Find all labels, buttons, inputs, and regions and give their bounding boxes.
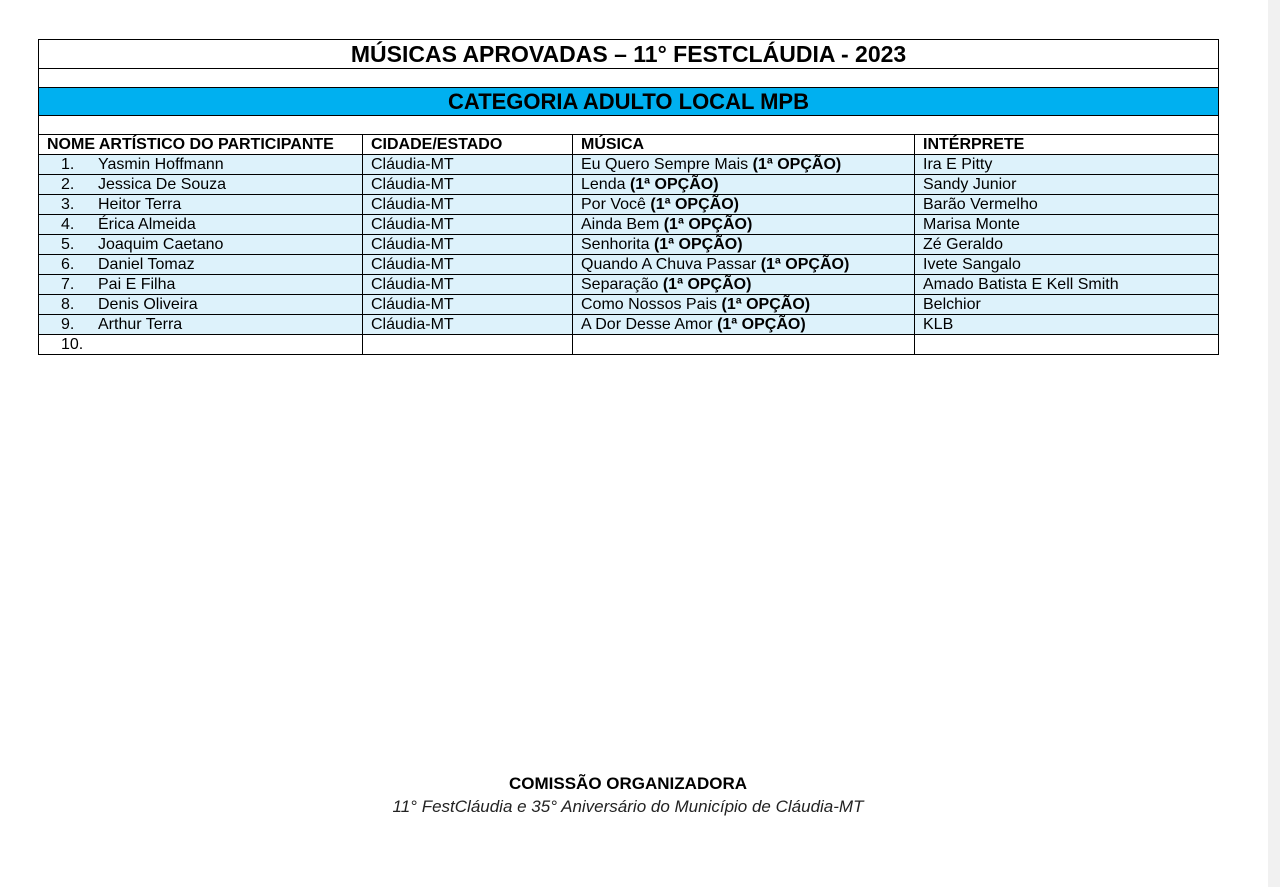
column-header-city: CIDADE/ESTADO [363,135,573,155]
column-header-performer: INTÉRPRETE [915,135,1219,155]
city-cell: Cláudia-MT [363,275,573,295]
table-row [39,295,1219,315]
participant-name: Arthur Terra [98,316,183,333]
performer-cell: Ivete Sangalo [915,255,1219,275]
participant-cell [39,155,363,175]
footer-subtitle: 11° FestCláudia e 35° Aniversário do Município de Cláudia-MT [392,797,864,816]
participant-cell [39,235,363,255]
participant-cell [39,215,363,235]
song-title: Quando A Chuva Passar [581,256,757,273]
row-number: 9. [61,316,75,333]
option-label: (1ª OPÇÃO) [663,216,753,233]
row-number: 8. [61,296,75,313]
performer-cell: Belchior [915,295,1219,315]
song-cell [573,155,915,175]
participant-name: Heitor Terra [98,196,182,213]
participant-name: Érica Almeida [98,216,196,233]
song-title: Por Você [581,196,646,213]
participant-cell [39,275,363,295]
song-cell [573,215,915,235]
participant-cell [39,315,363,335]
table-row [39,195,1219,215]
song-cell [573,295,915,315]
city-cell: Cláudia-MT [363,315,573,335]
option-label: (1ª OPÇÃO) [653,236,743,253]
footer-title: COMISSÃO ORGANIZADORA [509,774,747,793]
table-row [39,215,1219,235]
song-title: Como Nossos Pais [581,296,718,313]
participant-cell [39,255,363,275]
song-cell [573,235,915,255]
blank-row [39,116,1219,135]
performer-cell: Ira E Pitty [915,155,1219,175]
row-number: 3. [61,196,75,213]
participant-name: Pai E Filha [98,276,176,293]
performer-cell: Amado Batista E Kell Smith [915,275,1219,295]
column-header-name: NOME ARTÍSTICO DO PARTICIPANTE [39,135,363,155]
option-label: (1ª OPÇÃO) [629,176,719,193]
participant-cell [39,295,363,315]
city-cell: Cláudia-MT [363,215,573,235]
empty-cell [915,335,1219,355]
performer-cell: Barão Vermelho [915,195,1219,215]
option-label: (1ª OPÇÃO) [760,256,850,273]
row-number: 10. [61,336,84,353]
performer-cell: Sandy Junior [915,175,1219,195]
table-header [39,135,1219,155]
song-cell [573,175,915,195]
song-title: Separação [581,276,659,293]
table-row [39,175,1219,195]
song-title: Ainda Bem [581,216,660,233]
table-row-empty [39,335,1219,355]
approved-songs-table [38,39,1219,355]
song-title: Lenda [581,176,626,193]
blank-row [39,69,1219,88]
table-row [39,235,1219,255]
city-cell: Cláudia-MT [363,175,573,195]
option-label: (1ª OPÇÃO) [721,296,811,313]
song-cell [573,315,915,335]
empty-cell [573,335,915,355]
performer-cell: Marisa Monte [915,215,1219,235]
table-row [39,155,1219,175]
row-number: 4. [61,216,75,233]
option-label: (1ª OPÇÃO) [752,156,842,173]
row-number: 2. [61,176,75,193]
participant-name: Joaquim Caetano [98,236,224,253]
table-row [39,255,1219,275]
city-cell: Cláudia-MT [363,195,573,215]
song-cell [573,255,915,275]
performer-cell: KLB [915,315,1219,335]
row-number: 7. [61,276,75,293]
song-cell [573,275,915,295]
option-label: (1ª OPÇÃO) [650,196,739,213]
city-cell: Cláudia-MT [363,155,573,175]
row-number: 6. [61,256,75,273]
table-row [39,315,1219,335]
participant-name: Denis Oliveira [98,296,198,313]
performer-cell: Zé Geraldo [915,235,1219,255]
table-row [39,275,1219,295]
empty-cell [363,335,573,355]
empty-cell [39,335,363,355]
city-cell: Cláudia-MT [363,295,573,315]
row-number: 1. [61,156,75,173]
song-title: Eu Quero Sempre Mais [581,156,749,173]
song-title: Senhorita [581,236,650,253]
participant-name: Daniel Tomaz [98,256,195,273]
song-title: A Dor Desse Amor [581,316,713,333]
participant-name: Yasmin Hoffmann [98,156,224,173]
category-heading: CATEGORIA ADULTO LOCAL MPB [39,88,1219,116]
page-margin [1268,0,1280,887]
option-label: (1ª OPÇÃO) [662,276,752,293]
option-label: (1ª OPÇÃO) [717,316,806,333]
document-title: MÚSICAS APROVADAS – 11° FESTCLÁUDIA - 2023 [39,40,1219,69]
participant-name: Jessica De Souza [98,176,227,193]
song-cell [573,195,915,215]
participant-cell [39,195,363,215]
column-header-song: MÚSICA [573,135,915,155]
city-cell: Cláudia-MT [363,235,573,255]
city-cell: Cláudia-MT [363,255,573,275]
row-number: 5. [61,236,75,253]
participant-cell [39,175,363,195]
